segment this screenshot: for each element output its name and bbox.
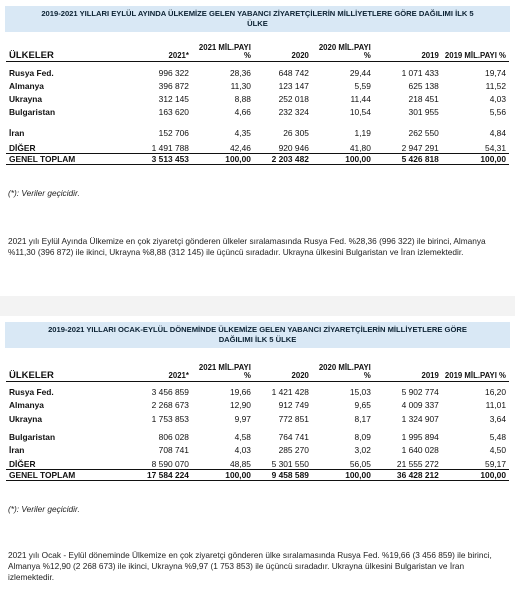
value-cell: 56,05 — [349, 458, 371, 469]
value-cell: 912 749 — [278, 400, 309, 410]
section2-note: (*): Veriler geçicidir. — [8, 504, 80, 514]
country-cell: Bulgaristan — [9, 107, 56, 117]
value-cell: 5,59 — [354, 81, 371, 91]
value-cell: 11,52 — [485, 81, 506, 91]
col-header-2021: 2021* — [134, 360, 192, 381]
value-cell: 3 456 859 — [151, 387, 189, 397]
total-value: 100,00 — [442, 153, 509, 164]
value-cell: 396 872 — [158, 81, 189, 91]
section-separator — [0, 296, 515, 316]
value-cell: 12,90 — [229, 400, 251, 410]
col-header-2020-share: 2020 MİL.PAYI % — [312, 40, 374, 61]
country-cell: İran — [9, 128, 25, 138]
total-label: GENEL TOPLAM — [6, 153, 134, 164]
col-header-2021: 2021* — [134, 40, 192, 61]
value-cell: 10,54 — [349, 107, 371, 117]
section1-note: (*): Veriler geçicidir. — [8, 188, 80, 198]
table-row — [6, 117, 509, 138]
table-row — [6, 442, 509, 455]
value-cell: 4,03 — [489, 94, 506, 104]
value-cell: 16,20 — [485, 387, 506, 397]
value-cell: 15,03 — [349, 387, 371, 397]
col-header-2020: 2020 — [254, 360, 312, 381]
value-cell: 301 955 — [408, 107, 439, 117]
col-header-2019: 2019 — [374, 360, 442, 381]
total-row — [6, 153, 509, 164]
value-cell: 2 947 291 — [401, 142, 439, 153]
value-cell: 806 028 — [158, 432, 189, 442]
value-cell: 1 421 428 — [271, 387, 309, 397]
value-cell: 9,65 — [354, 400, 371, 410]
table-row — [6, 104, 509, 117]
total-value: 100,00 — [442, 469, 509, 480]
value-cell: 625 138 — [408, 81, 439, 91]
value-cell: 3,64 — [489, 414, 506, 424]
value-cell: 28,36 — [229, 68, 251, 78]
value-cell: 4,84 — [489, 128, 506, 138]
value-cell: 1 071 433 — [401, 68, 439, 78]
value-cell: 9,97 — [234, 414, 251, 424]
value-cell: 5 902 774 — [401, 387, 439, 397]
value-cell: 123 147 — [278, 81, 309, 91]
total-value: 5 426 818 — [374, 153, 442, 164]
total-value: 100,00 — [312, 153, 374, 164]
country-cell: Rusya Fed. — [9, 68, 54, 78]
value-cell: 1 324 907 — [401, 414, 439, 424]
value-cell: 1 753 853 — [151, 414, 189, 424]
col-header-countries: ÜLKELER — [6, 360, 134, 381]
total-value: 100,00 — [312, 469, 374, 480]
value-cell: 1 640 028 — [401, 445, 439, 455]
value-cell: 21 555 272 — [396, 458, 439, 469]
col-header-2020-share: 2020 MİL.PAYI % — [312, 360, 374, 381]
total-value: 3 513 453 — [134, 153, 192, 164]
section2-title: 2019-2021 YILLARI OCAK-EYLÜL DÖNEMİNDE ÜLKEMİZE GELEN YABANCI ZİYARETÇİLERİN MİLLİYETLERE GÖRE DAĞILIMI İLK 5 ÜLKE — [5, 322, 510, 348]
country-cell: Almanya — [9, 400, 44, 410]
total-value: 100,00 — [192, 469, 254, 480]
value-cell: 8,88 — [234, 94, 251, 104]
value-cell: 764 741 — [278, 432, 309, 442]
value-cell: 19,74 — [485, 68, 506, 78]
total-value: 9 458 589 — [254, 469, 312, 480]
value-cell: 19,66 — [229, 387, 251, 397]
total-label: GENEL TOPLAM — [6, 469, 134, 480]
value-cell: 29,44 — [349, 68, 371, 78]
table-row — [6, 138, 509, 153]
country-cell: DİĞER — [9, 458, 36, 469]
table-row — [6, 381, 509, 397]
section1-paragraph: 2021 yılı Eylül Ayında Ülkemize en çok ziyaretçi gönderen ülkeler sıralamasında Rusya Fed. %28,36 (996 322) ile birinci, Almanya %11,30 (396 872) ile ikinci, Ukrayna %8,88 (312 145) ile üçüncü sıradadır. Ukrayna ülkesini Bulgaristan ve İran izlemektedir. — [8, 236, 486, 257]
value-cell: 996 322 — [158, 68, 189, 78]
table-row — [6, 424, 509, 442]
table-row — [6, 455, 509, 469]
value-cell: 920 946 — [278, 142, 309, 153]
total-value: 36 428 212 — [374, 469, 442, 480]
value-cell: 648 742 — [278, 68, 309, 78]
value-cell: 4 009 337 — [401, 400, 439, 410]
table-row — [6, 91, 509, 104]
value-cell: 4,58 — [234, 432, 251, 442]
country-cell: Ukrayna — [9, 414, 43, 424]
country-cell: DİĞER — [9, 142, 36, 153]
section2-paragraph: 2021 yılı Ocak - Eylül döneminde Ülkemize en çok ziyaretçi gönderen ülke sıralamasında Rusya Fed. %19,66 (3 456 859) ile birinci, Almanya %12,90 (2 268 673) ile ikinci, Ukrayna %9,97 (1 753 853) ile üçüncü sıradadır. Ukrayna ülkesini Bulgaristan ve İran izlemektedir. — [8, 550, 492, 582]
value-cell: 232 324 — [278, 107, 309, 117]
table-row — [6, 397, 509, 410]
value-cell: 4,03 — [234, 445, 251, 455]
table-row — [6, 78, 509, 91]
value-cell: 26 305 — [283, 128, 309, 138]
value-cell: 2 268 673 — [151, 400, 189, 410]
total-value: 100,00 — [192, 153, 254, 164]
value-cell: 312 145 — [158, 94, 189, 104]
value-cell: 5,48 — [489, 432, 506, 442]
value-cell: 8 590 070 — [151, 458, 189, 469]
value-cell: 218 451 — [408, 94, 439, 104]
col-header-2019-share: 2019 MİL.PAYI % — [442, 40, 509, 61]
section1-table — [6, 40, 509, 165]
value-cell: 152 706 — [158, 128, 189, 138]
value-cell: 1 995 894 — [401, 432, 439, 442]
value-cell: 1 491 788 — [151, 142, 189, 153]
country-cell: Ukrayna — [9, 94, 43, 104]
value-cell: 48,85 — [229, 458, 251, 469]
section2-table — [6, 360, 509, 481]
value-cell: 163 620 — [158, 107, 189, 117]
total-row — [6, 469, 509, 480]
value-cell: 11,30 — [230, 81, 251, 91]
col-header-2019: 2019 — [374, 40, 442, 61]
value-cell: 285 270 — [278, 445, 309, 455]
table-row — [6, 410, 509, 424]
value-cell: 11,01 — [485, 400, 506, 410]
value-cell: 8,09 — [354, 432, 371, 442]
col-header-2021-share: 2021 MİL.PAYI % — [192, 40, 254, 61]
country-cell: İran — [9, 445, 25, 455]
col-header-2020: 2020 — [254, 40, 312, 61]
value-cell: 54,31 — [485, 142, 506, 153]
value-cell: 8,17 — [354, 414, 371, 424]
value-cell: 1,19 — [354, 128, 371, 138]
col-header-countries: ÜLKELER — [6, 40, 134, 61]
total-value: 2 203 482 — [254, 153, 312, 164]
value-cell: 3,02 — [354, 445, 371, 455]
country-cell: Bulgaristan — [9, 432, 56, 442]
value-cell: 262 550 — [408, 128, 439, 138]
value-cell: 11,44 — [350, 94, 371, 104]
value-cell: 4,35 — [234, 128, 251, 138]
value-cell: 4,66 — [234, 107, 251, 117]
col-header-2021-share: 2021 MİL.PAYI % — [192, 360, 254, 381]
value-cell: 5 301 550 — [271, 458, 309, 469]
value-cell: 772 851 — [278, 414, 309, 424]
value-cell: 5,56 — [489, 107, 506, 117]
country-cell: Rusya Fed. — [9, 387, 54, 397]
value-cell: 41,80 — [349, 142, 371, 153]
value-cell: 252 018 — [278, 94, 309, 104]
value-cell: 59,17 — [485, 458, 506, 469]
section1-title: 2019-2021 YILLARI EYLÜL AYINDA ÜLKEMİZE GELEN YABANCI ZİYARETÇİLERİN MİLLİYETLERE GÖRE DAĞILIMI İLK 5 ÜLKE — [5, 6, 510, 32]
country-cell: Almanya — [9, 81, 44, 91]
value-cell: 708 741 — [158, 445, 189, 455]
value-cell: 4,50 — [489, 445, 506, 455]
total-value: 17 584 224 — [134, 469, 192, 480]
value-cell: 42,46 — [229, 142, 251, 153]
table-row — [6, 61, 509, 78]
col-header-2019-share: 2019 MİL.PAYI % — [442, 360, 509, 381]
